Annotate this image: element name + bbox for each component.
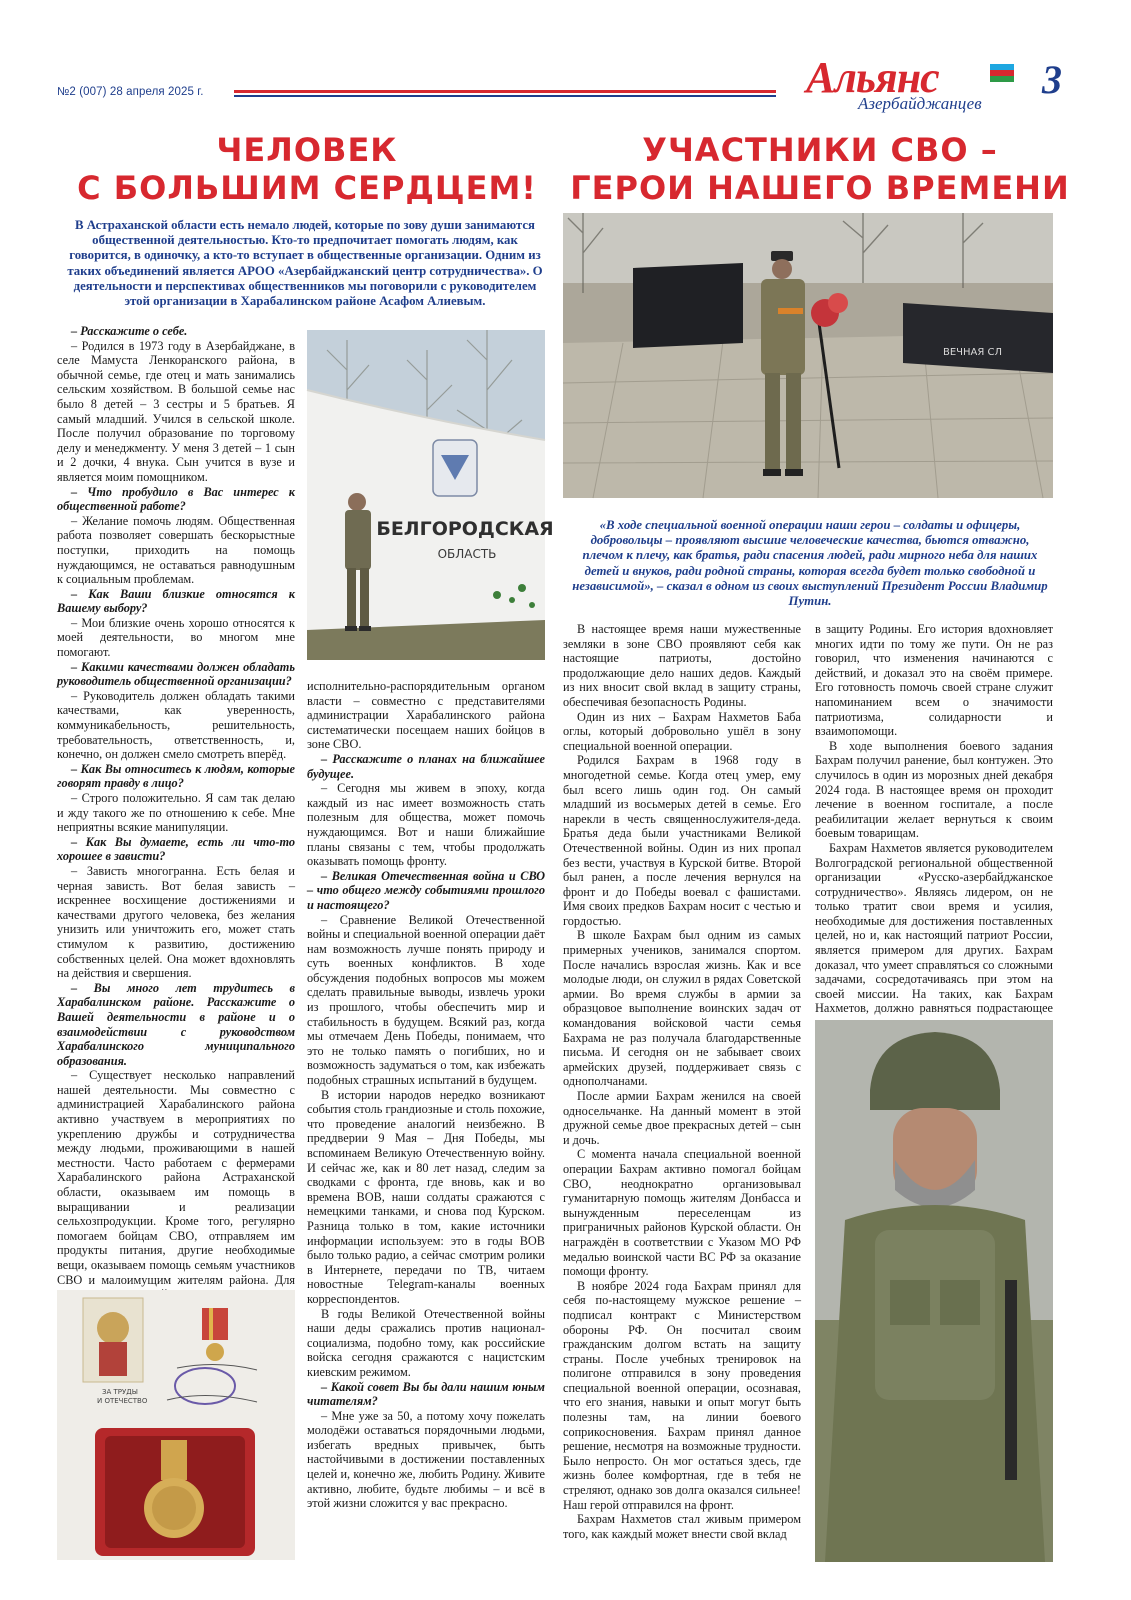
interview-question: – Какой совет Вы бы дали нашим юным читателям? — [307, 1379, 545, 1409]
body-paragraph: В ноябре 2024 года Бахрам принял для себя по-настоящему мужское решение – подписал контракт с Министерством обороны РФ. Он посчитал своим гражданским долгом встать на защиту страны. После учебных тренировок на полигоне отправился в зону проведения специальной военной операции, осознавая, что его знания, навыки и опыт могут быть полезны там, на линии боевого соприкосновения. Бахрам принял данное решение, несмотря на возможные трудности. Было непросто. Он мог остаться здесь, где жизнь более комфортная, где в тебя не стреляют, однако зов долга оказался сильнее! Наш герой отправился на фронт. — [563, 1278, 801, 1512]
body-paragraph: – Сравнение Великой Отечественной войны и специальной военной операции даёт нам возможность лучше понять природу и суть военных конфликтов. В ходе обсуждения подобных вопросов мы можем сделать правильные выводы, извлечь уроки из прошлого, чтобы обеспечить мир и стабильность в будущем. Всякий раз, когда мы отмечаем День Победы, понимаем, что это не только память о погибших, но и возможность задуматься о том, как избежать подобных страшных испытаний в будущем. — [307, 912, 545, 1088]
body-paragraph: Родился Бахрам в 1968 году в многодетной семье. Когда отец умер, ему был всего лишь один год. Он самый младший из восьмерых детей в семье. Его нарекли в честь священнослужителя-деда. Братья деда были участниками Великой Отечественной войны. Один из них пропал без вести, участвуя в Курской битве. Второй был ранен, а после лечения вернулся на фронт и до Победы воевал с фашистами. Имя своих предков Бахрам носит с честью и гордостью. — [563, 753, 801, 928]
photo-medal-drawing — [57, 1290, 295, 1560]
issue-info: №2 (007) 28 апреля 2025 г. — [57, 86, 204, 98]
interview-question: – Какими качествами должен обладать руководитель общественной организации? — [57, 659, 295, 689]
body-paragraph: В истории народов нередко возникают события столь грандиозные и столь похожие, что проведение аналогий неизбежно. В преддверии 9 Мая – Дня Победы, мы вспоминаем Великую Отечественную войну. И сейчас же, как и 80 лет назад, следим за сводками с фронта, где вновь, как и во времена ВОВ, наши солдаты сражаются с немецкими танками, и снова под Курском. Разница только в том, какие источники информации используем: это в годы ВОВ было только радио, а сейчас смотрим ролики в Интернете, передачи по ТВ, читаем новостные Telegram-каналы военных корреспондентов. — [307, 1087, 545, 1306]
masthead-subtitle: Азербайджанцев — [858, 94, 982, 113]
interview-question: – Расскажите о себе. — [71, 324, 188, 338]
body-paragraph: – Существует несколько направлений нашей деятельности. Мы совместно с администрацией Харабалинского района активно участвуем в мероприятиях по укреплению дружбы и сотрудничества между людьми, проживающими в нашей местности. Часто работаем с фермерами Харабалинского района Астраханской области, оказываем им помощь в выращивании и реализации сельхозпродукции. Кроме того, регулярно помогаем бойцам СВО, отправляем им продукты питания, другие необходимые вещи, оказываем помощь семьям участников СВО и малоимущим жителям района. Для — [57, 1068, 295, 1287]
sign-text-line2: ОБЛАСТЬ — [437, 547, 497, 561]
body-paragraph: В годы Великой Отечественной войны наши деды сражались против национал-социализма, подобно тому, как российские войска сегодня сражаются с нацистским киевским режимом. — [307, 1306, 545, 1379]
body-paragraph: С момента начала специальной военной операции Бахрам активно помогал бойцам СВО, неоднократно организовывал гуманитарную помощь жителям Донбасса и вынужденным переселенцам из приграничных районов Курской области. Он награждён в соответствии с Указом МО РФ медалью воинской части ВС РФ за оказание помощи фронту. — [563, 1147, 801, 1279]
body-paragraph: исполнительно-распорядительным органом власти – совместно с представителями администрации Харабалинского района систематически посещаем наших бойцов в зоне СВО. — [307, 679, 545, 752]
body-paragraph: Бахрам Нахметов является руководителем Волгоградской региональной общественной организации «Русско-азербайджанское сотрудничество». Являясь лидером, он не только тратит свои время и усилия, необходимые для достижения поставленных целей, но и, как настоящий патриот России, является примером для других. Бахрам доказал, что умеет справляться со сложными задачами, сосредотачиваясь при этом на своей миссии. На таких, как Бахрам Нахметов, должно равняться подрастающее — [815, 840, 1053, 1016]
left-article-column-1 — [57, 324, 295, 1287]
memorial-plaque-text: ВЕЧНАЯ СЛ — [943, 347, 1003, 358]
body-paragraph: – Руководитель должен обладать такими качествами, как уверенность, коммуникабельность, решительность, требовательность, ответственность, и, конечно, он должен смело смотреть вперёд. — [57, 688, 295, 762]
body-paragraph: – Строго положительно. Я сам так делаю и жду такого же по отношению к себе. Мне неприятны всякие манипуляции. — [57, 791, 295, 835]
body-paragraph: После армии Бахрам женился на своей односельчанке. На данный момент в этой дружной семье двое прекрасных детей – сын и дочь. — [563, 1089, 801, 1147]
body-paragraph: – Желание помочь людям. Общественная работа позволяет совершать бескорыстные поступки, приходить на помощь нуждающимся, не оставаться равнодушным к социальным проблемам. — [57, 513, 295, 587]
photo-memorial-drawing — [563, 213, 1053, 498]
medal-caption-line1: ЗА ТРУДЫ — [102, 1388, 138, 1396]
interview-question: – Расскажите о планах на ближайшее будущее. — [307, 751, 545, 781]
photo-medal-certificate — [57, 1290, 295, 1560]
interview-question: – Как Вы относитесь к людям, которые говорят правду в лицо? — [57, 761, 295, 791]
photo-soldier-drawing — [815, 1020, 1053, 1562]
medal-caption-line2: И ОТЕЧЕСТВО — [97, 1397, 148, 1405]
left-lead: В Астраханской области есть немало людей, которые по зову души занимаются общественной деятельностью. Кто-то предпочитает помогать людям, как говорится, в одиночку, а кто-то вступает в общественные организации. Одним из таких объединений является АРОО «Азербайджанский центр сотрудничества». О деятельности и перспективах общественников мы поговорили с руководителем этой организации в Харабалинском районе Асафом Алиевым. — [67, 218, 543, 309]
flag-stripe — [990, 76, 1014, 82]
body-paragraph: В настоящее время наши мужественные земляки в зоне СВО проявляют себя как настоящие патриоты, достойно продолжающие дело наших дедов. Каждый из них вносит свой вклад в защиту страны, обеспечивая безопасность Родины. — [563, 622, 801, 709]
photo-belgorod-sign — [307, 330, 554, 660]
photo-memorial — [563, 213, 1053, 498]
interview-question: – Вы много лет трудитесь в Харабалинском районе. Расскажите о Вашей деятельности в районе и о взаимодействии с руководством Харабалинского муниципального образования. — [57, 980, 295, 1068]
page-number: 3 — [1042, 57, 1062, 102]
interview-question: – Как Ваши близкие относятся к Вашему выбору? — [57, 586, 295, 616]
photo-soldier-portrait — [815, 1020, 1053, 1562]
masthead-logo: Альянс — [806, 53, 939, 102]
interview-question: – Как Вы думаете, есть ли что-то хорошее в зависти? — [57, 834, 295, 864]
body-paragraph: – Зависть многогранна. Есть белая и черная зависть. Вот белая зависть – искреннее восхищение достижениями и качествами другого человека, без желания унизить или уничтожить его, может стать стимулом к развитию, достижению собственных целей. Она может вдохновлять на действия и свершения. — [57, 863, 295, 981]
body-paragraph: – Сегодня мы живем в эпоху, когда каждый из нас имеет возможность стать полезным для общества, может помочь нуждающимся. Вот и наши ближайшие планы связаны с тем, чтобы продолжать оказывать помощь фронту. — [307, 781, 545, 869]
body-paragraph: – Мои близкие очень хорошо относятся к моей деятельности, во многом мне помогают. — [57, 615, 295, 660]
left-article-column-2 — [307, 679, 545, 1559]
header-rule-red — [234, 90, 776, 93]
right-headline: УЧАСТНИКИ СВО – ГЕРОИ НАШЕГО ВРЕМЕНИ — [570, 131, 1070, 207]
body-paragraph: В ходе выполнения боевого задания Бахрам получил ранение, был контужен. Это случилось в один из морозных дней декабря 2024 года. В настоящее время он проходит лечение в военном госпитале, а после реабилитации желает вернуться к своим боевым товарищам. — [815, 738, 1053, 841]
body-paragraph: в защиту Родины. Его история вдохновляет многих идти по тому же пути. Он не раз говорил, что изменения начинаются с действий, и доказал это на своём примере. Его готовность помочь своей стране служит напоминанием всем о значимости патриотизма, солидарности и взаимопомощи. — [815, 622, 1053, 739]
body-paragraph: Один из них – Бахрам Нахметов Баба оглы, который добровольно ушёл в зону специальной военной операции. — [563, 709, 801, 753]
body-paragraph: В школе Бахрам был одним из самых примерных учеников, занимался спортом. После начались взрослая жизнь. Как и все молодые люди, он служил в рядах Советской армии. Во время службы в армии за образцовое выполнение воинских задач от командования войсковой части семья Бахрама не раз получала благодарственные письма. И сегодня он не забывает своих армейских друзей, поддерживает связь с однополчанами. — [563, 928, 801, 1089]
body-paragraph: Бахрам Нахметов стал живым примером того, как каждый может внести свой вклад — [563, 1512, 801, 1541]
right-article-column-2 — [815, 622, 1053, 1014]
right-article-column-1 — [563, 622, 801, 1562]
body-paragraph: – Мне уже за 50, а потому хочу пожелать молодёжи оставаться порядочными людьми, избегать вредных привычек, быть настойчивыми в достижении поставленных целей и, конечно же, любить Родину. Живите активно, любите, будьте любимы – и всё в этой жизни сложится у вас прекрасно. — [307, 1408, 545, 1511]
interview-question: – Что пробудило в Вас интерес к общественной работе? — [57, 484, 295, 514]
sign-text-line1: БЕЛГОРОДСКАЯ — [376, 518, 554, 540]
left-headline: ЧЕЛОВЕК С БОЛЬШИМ СЕРДЦЕМ! — [77, 131, 537, 207]
body-paragraph: – Родился в 1973 году в Азербайджане, в селе Мамуста Ленкоранского района, в обычной семье, где отец и мать занимались сельским хозяйством. В большой семье нас было 8 детей – 3 сестры и 5 братьев. Я самый младший. Учился в сельской школе. После получил образование по торговому делу и менеджменту. У меня 3 детей – 1 сын и 2 дочки, 4 внука. Сын учится в вузе и является моим помощником. — [57, 338, 295, 484]
header-rule-blue — [234, 95, 776, 97]
azerbaijan-flag-icon — [990, 64, 1014, 82]
interview-question: – Великая Отечественная война и СВО – что общего между событиями прошлого и настоящего? — [307, 868, 545, 912]
right-lead-quote: «В ходе специальной военной операции наши герои – солдаты и офицеры, добровольцы – проявляют высшие человеческие качества, бьются отважно, плечом к плечу, как братья, ради спасения людей, ради мирного неба для наших детей и внуков, ради родной страны, которая всегда будет только свободной и независимой», – сказал в одном из своих выступлений Президент России Владимир Путин. — [572, 518, 1048, 609]
photo-belgorod-drawing — [307, 330, 554, 660]
